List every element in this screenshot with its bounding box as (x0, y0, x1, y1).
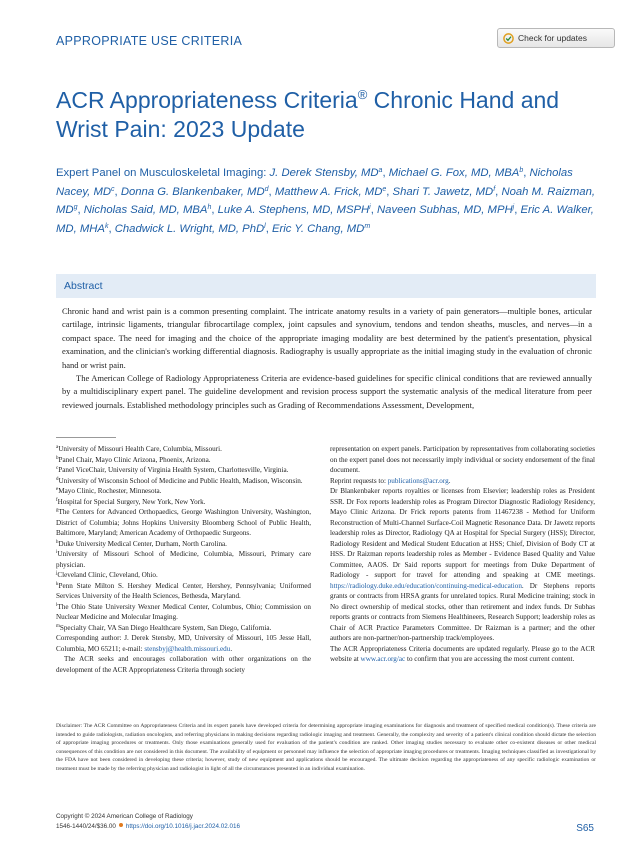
panel-name: Expert Panel on Musculoskeletal Imaging: (56, 167, 267, 179)
disclaimer: Disclaimer: The ACR Committee on Appropriateness Criteria and its expert panels have developed criteria for determining appropriate imaging examinations for diagnosis and treatment of specified medical condition(s). These criteria are intended to guide radiologists, radiation oncologists, and referring physicians in making decisions regarding radiologic imaging and treatment. Generally, the complexity and severity of a patient's clinical condition should dictate the selection of appropriate imaging procedures or treatments. Only those examinations generally used for evaluation of the patient's condition are ranked. Other imaging studies necessary to evaluate other co-existent diseases or other medical consequences of this condition are not considered in this document. The availability of equipment or personnel may influence the selection of appropriate imaging procedures or treatments. Imaging techniques classified as investigational by the FDA have not been considered in developing these criteria; however, study of new equipment and applications should be encouraged. The ultimate decision regarding the appropriateness of any specific radiologic examination or treatment must be made by the referring physician and radiologist in light of all the circumstances presented in an individual examination. (56, 723, 596, 772)
disclosures: Dr Blankenbaker reports royalties or licenses from Elsevier; leadership roles as President SSR. Dr Fox reports leadership roles as Program Director Diagnostic Radiology Residency, Mayo Clinic Arizona. Dr Frick reports patents from 11467238 - Method for Uniform Reconstruction of Multi-Channel Surface-Coil Magnetic Resonance Data. Dr Jawetz reports leadership roles as Director, Radiology QA at Hospital for Special Surgery (HSS); Director, Radiology Resident and Medical Student Education at HSS; Chief, Division of Body CT at HSS. Dr Raizman reports leadership roles as Member - Evidence Based Quality and Value Committee, AAOS. Dr Said reports support for meetings from Duke Department of Radiology - support for travel for attending and speaking at CME meetings. https://radiology.duke.edu/education/continuing-medical-education. Dr Stephens reports grants or contracts from HRSA grants for unrelated topics. Rural Medicine training; stock in No direct ownership of medical stocks, other than retirement and index funds. Dr Subhas reports grants or contracts from Siemens Healthineers, Research Support; leadership roles as Chair of ACR Practice Parameters Committee. Dr Raizman is a partner; and the other authors are non-partner/non-partnership track/employees. (330, 487, 595, 642)
affiliation-item: $^k$Penn State Milton S. Hershey Medical Center, Hershey, Pennsylvania; Uniformed Services University of the Health Sciences, Bethesda, Maryland. (56, 581, 311, 600)
corresponding-email-link[interactable]: stensbyj@health.missouri.edu (144, 644, 231, 653)
disclosures-column (330, 444, 595, 665)
page-number: S65 (576, 823, 594, 834)
affiliation-item: $^e$Mayo Clinic, Rochester, Minnesota. (56, 487, 162, 495)
abstract-paragraph-1: Chronic hand and wrist pain is a common presenting complaint. The intricate anatomy results in a variety of pain generators—multiple bones, articular cartilage, intrinsic ligaments, triangular fibrocartilage complex, joint capsules and synovium, tendons and tendon sheaths, muscles, and nerves—in a compact space. The need for imaging and the choice of the appropriate imaging modality are best determined by the patient's presentation, physical examination, and the clinician's working differential diagnosis. Radiography is usually appropriate as the initial imaging study in the evaluation of chronic hand or wrist pain. (62, 306, 592, 370)
author-name: Luke A. Stephens, MD, MSPH$^i$ (217, 204, 371, 217)
reprint-requests: Reprint requests to: publications@acr.org. (330, 476, 451, 485)
affiliation-item: $^f$Hospital for Special Surgery, New York, New York. (56, 497, 206, 506)
author-name: Shari T. Jawetz, $MD^f$ (392, 185, 496, 198)
affiliation-item: $^l$The Ohio State University Wexner Medical Center, Columbus, Ohio; Commission on Nuclear Medicine and Molecular Imaging. (56, 602, 311, 621)
author-name: Eric Y. Chang, $MD^m$ (272, 222, 371, 235)
author-name: Donna G. Blankenbaker, $MD^d$ (120, 185, 269, 198)
update-icon (503, 33, 514, 44)
affiliation-item: $^a$University of Missouri Health Care, Columbia, Missouri. (56, 445, 222, 453)
affiliations-column (56, 444, 311, 675)
abstract-heading: Abstract (56, 274, 596, 298)
affiliation-item: $^m$Specialty Chair, VA San Diego Healthcare System, San Diego, California. (56, 623, 272, 632)
abstract-body (62, 305, 592, 412)
author-name: Noah M. Raizman, $MD^g$ (56, 185, 595, 217)
author-name: Matthew A. Frick, MDe (274, 185, 387, 198)
author-name: Nicholas Nacey, $MD^c$ (56, 167, 573, 198)
corresponding-author: Corresponding author: J. Derek Stensby, MD, University of Missouri, 105 Jesse Hall, Columbia, MO 65211; e-mail: stensbyj@health.missouri.edu. (56, 634, 311, 653)
abstract-paragraph-2: The American College of Radiology Appropriateness Criteria are evidence-based guidelines for specific clinical conditions that are reviewed annually by a multidisciplinary expert panel. The guideline development and revision process support the systematic analysis of the medical literature from peer reviewed journals. Established methodology principles such as Grading of Recommendations Assessment, Development, (62, 373, 592, 410)
separator-dot-icon (119, 823, 123, 827)
affiliation-item: $^h$Duke University Medical Center, Durham, North Carolina. (56, 539, 227, 548)
affiliation-item: $^j$Cleveland Clinic, Cleveland, Ohio. (56, 571, 158, 579)
affiliation-item: $^c$Panel ViceChair, University of Virginia Health System, Charlottesville, Virginia. (56, 466, 289, 474)
issn-doi: 1546-1440/24/$36.00 https://doi.org/10.1016/j.jacr.2024.02.016 (56, 822, 241, 830)
author-name: Eric A. Walker, MD, MHA$^k$ (56, 204, 594, 235)
author-name: Chadwick L. Wright, MD, PhD$^l$ (114, 222, 266, 235)
affiliation-item: $^i$University of Missouri School of Medicine, Columbia, Missouri, Primary care physician. (56, 550, 311, 569)
copyright: Copyright © 2024 American College of Radiology (56, 813, 193, 820)
affiliation-item: $^b$Panel Chair, Mayo Clinic Arizona, Phoenix, Arizona. (56, 455, 211, 464)
footnote-divider (56, 437, 116, 438)
acr-website-link[interactable]: www.acr.org/ac (360, 655, 406, 663)
affiliation-item: $^d$University of Wisconsin School of Medicine and Public Health, Madison, Wisconsin. (56, 476, 303, 485)
author-name: Naveen Subhas, MD, MPH$^j$ (377, 204, 515, 217)
reprint-email-link[interactable]: publications@acr.org (387, 476, 449, 485)
cme-link[interactable]: https://radiology.duke.edu/education/continuing-medical-education (330, 581, 522, 590)
doi-link[interactable]: https://doi.org/10.1016/j.jacr.2024.02.016 (125, 822, 241, 830)
author-name: Michael G. Fox, MD, MBA$^b$ (388, 167, 524, 179)
check-for-updates-button[interactable] (497, 28, 615, 48)
author-name: J. Derek Stensby, $MD^a$ (269, 167, 383, 179)
representation-note: representation on expert panels. Participation by representatives from collaborating societies on the expert panel does not necessarily imply individual or society endorsement of the final document. (330, 445, 595, 474)
review-note: The ACR Appropriateness Criteria documents are updated regularly. Please go to the ACR website at www.acr.org/ac to confirm that you are accessing the most current content. (330, 644, 595, 663)
article-title: ACR Appropriateness Criteria® Chronic Hand and Wrist Pain: 2023 Update (56, 87, 560, 142)
section-label: APPROPRIATE USE CRITERIA (56, 34, 243, 48)
author-list: Expert Panel on Musculoskeletal Imaging: J. Derek Stensby, $MD^a$, Michael G. Fox, MD, MBA$^b$, Nicholas Nacey, $MD^c$, Donna G. Blankenbaker, $MD^d$, Matthew A. Frick, MDe, Shari T. Jawetz, $MD^f$, Noah M. Raizman, $MD^g$, Nicholas Said, MD, MBA$^h$, Luke A. Stephens, MD, MSPH$^i$, Naveen Subhas, MD, MPH$^j$, Eric A. Walker, MD, MHA$^k$, Chadwick L. Wright, MD, PhD$^l$, Eric Y. Chang, $MD^m$ (56, 167, 595, 235)
affiliation-item: $^g$The Centers for Advanced Orthopaedics, George Washington University, Washington, District of Columbia; Johns Hopkins University Bloomberg School of Public Health, Baltimore, Maryland; American Academy of Orthopaedic Surgeons. (56, 508, 311, 537)
footer (56, 812, 596, 831)
acr-collaboration-note: The ACR seeks and encourages collaboration with other organizations on the development of the ACR Appropriateness Criteria through society (56, 655, 311, 674)
check-for-updates-label: Check for updates (518, 33, 587, 43)
author-name: Nicholas Said, MD, MBA$^h$ (83, 204, 212, 217)
